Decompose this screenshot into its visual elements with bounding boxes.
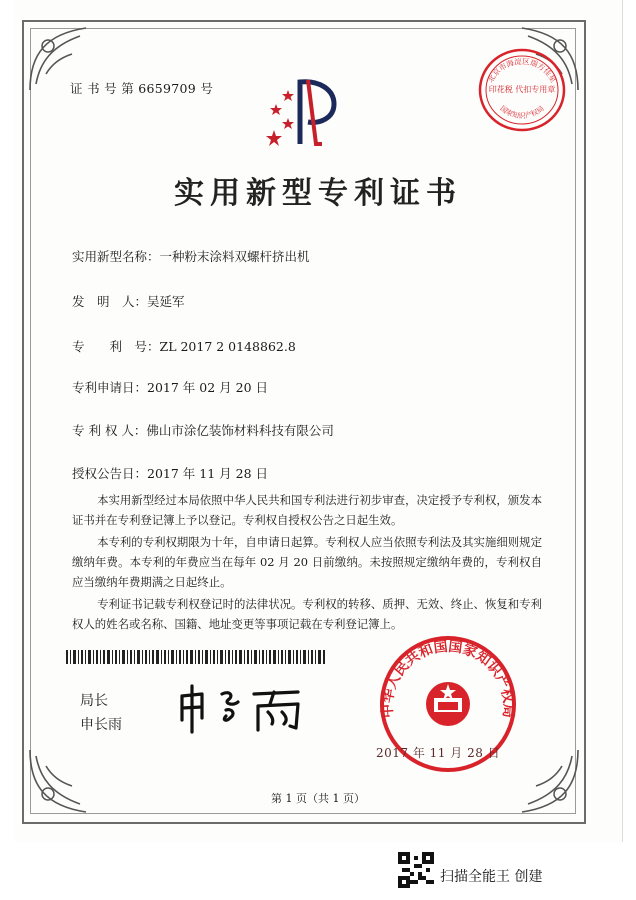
field-value: ZL 2017 2 0148862.8 bbox=[159, 339, 296, 354]
signature-name: 申长雨 bbox=[80, 717, 122, 733]
page-number: 第 1 页（共 1 页） bbox=[271, 792, 365, 805]
paragraph-term: 本专利的专利权期限为十年，自申请日起算。专利权人应当依照专利法及其实施细则规定缴纳年费。本专利的年费应当在每年 02 月 20 日前缴纳。未按照规定缴纳年费的，专利权自应当缴纳年费期满之日起终止。 bbox=[72, 535, 542, 589]
official-seal-date: 2017 年 11 月 28 日 bbox=[376, 746, 501, 760]
field-inventor bbox=[72, 292, 185, 310]
field-label: 授权公告日： bbox=[72, 466, 148, 481]
paragraph-grant: 本实用新型经过本局依照中华人民共和国专利法进行初步审查，决定授予专利权，颁发本证书并在专利登记簿上予以登记。专利权自授权公告之日起生效。 bbox=[72, 493, 542, 527]
tax-stamp bbox=[476, 46, 568, 134]
national-emblem-icon bbox=[426, 682, 470, 726]
signature-title: 局长 bbox=[80, 693, 108, 709]
field-label: 实用新型名称： bbox=[72, 249, 160, 264]
field-utility-model-name bbox=[72, 247, 310, 265]
field-value: 2017 年 11 月 28 日 bbox=[147, 466, 269, 481]
barcode bbox=[66, 650, 326, 664]
field-label: 发 明 人： bbox=[72, 294, 148, 309]
field-value: 一种粉末涂料双螺杆挤出机 bbox=[159, 249, 310, 264]
tax-stamp-outer-text: 北京市海淀区瑞方佳星 bbox=[485, 56, 559, 85]
official-seal-text: 中华人民共和国国家知识产权局 bbox=[379, 638, 517, 719]
certificate-number: 证 书 号 第 6659709 号 bbox=[70, 81, 214, 96]
body-text bbox=[72, 490, 542, 636]
handwritten-signature bbox=[174, 680, 314, 736]
field-value: 佛山市涂亿装饰材料科技有限公司 bbox=[146, 423, 334, 438]
field-label: 专 利 权 人： bbox=[72, 423, 147, 438]
field-value: 吴延军 bbox=[147, 294, 185, 309]
field-application-date bbox=[72, 378, 268, 396]
patent-office-logo bbox=[262, 74, 342, 148]
field-patent-number bbox=[72, 337, 296, 355]
qr-code bbox=[398, 852, 434, 888]
field-label: 专 利 号： bbox=[72, 339, 160, 354]
field-label: 专利申请日： bbox=[72, 380, 148, 395]
document-title: 实用新型专利证书 bbox=[174, 176, 462, 211]
field-patentee bbox=[72, 421, 334, 439]
tax-stamp-bottom-text: 国家知识产权局 bbox=[498, 104, 546, 121]
field-grant-date bbox=[72, 464, 268, 482]
scanner-watermark: 扫描全能王 创建 bbox=[440, 869, 543, 885]
paragraph-legal-status: 专利证书记载专利权登记时的法律状况。专利权的转移、质押、无效、终止、恢复和专利权人的姓名或名称、国籍、地址变更等事项记载在专利登记簿上。 bbox=[72, 597, 542, 631]
tax-stamp-inner-text: 印花税 代扣专用章 bbox=[488, 85, 556, 94]
field-value: 2017 年 02 月 20 日 bbox=[147, 380, 269, 395]
